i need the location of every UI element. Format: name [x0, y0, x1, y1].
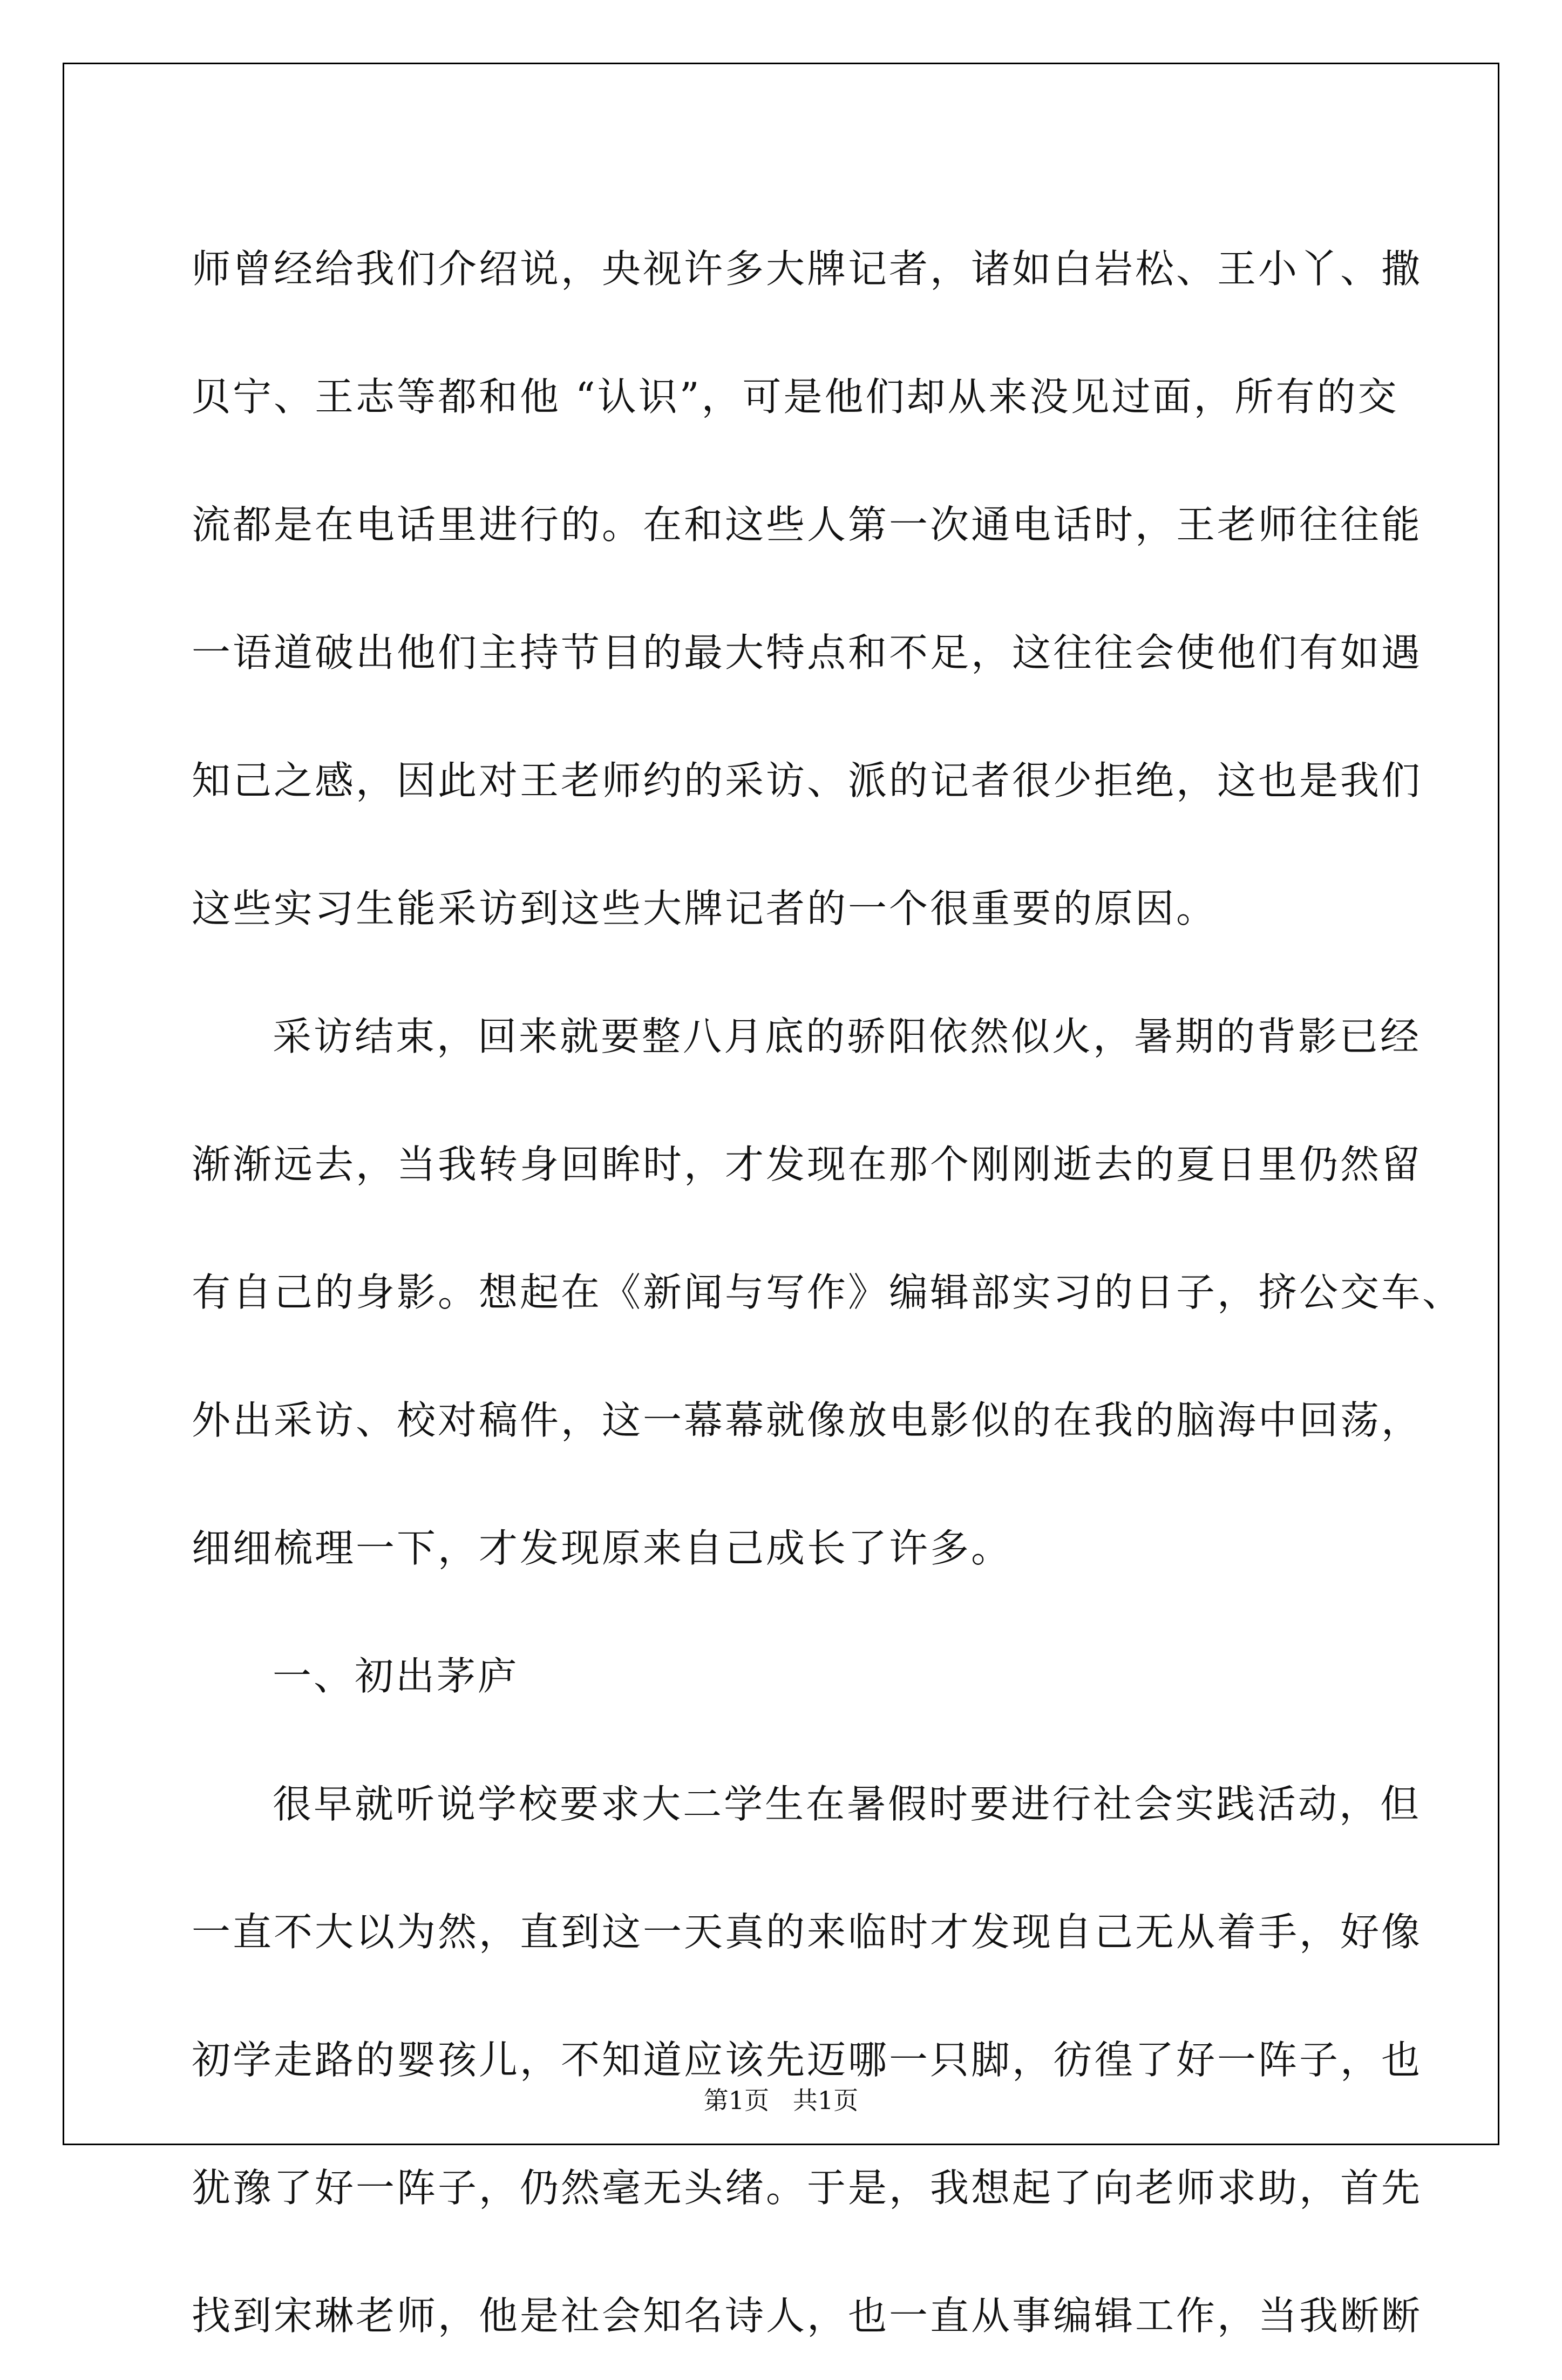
text-line: 初学走路的婴孩儿，不知道应该先迈哪一只脚，彷徨了好一阵子，也 — [192, 2037, 1423, 2083]
text-line: 找到宋琳老师，他是社会知名诗人，也一直从事编辑工作，当我断断 — [192, 2293, 1423, 2338]
text-line: 这些实习生能采访到这些大牌记者的一个很重要的原因。 — [192, 886, 1218, 931]
text-line: 知己之感，因此对王老师约的采访、派的记者很少拒绝，这也是我们 — [192, 758, 1423, 803]
text-line: 流都是在电话里进行的。在和这些人第一次通电话时，王老师往往能 — [192, 502, 1423, 547]
page-footer — [0, 2081, 1562, 2117]
section-heading: 一、初出茅庐 — [273, 1653, 519, 1699]
text-line: 渐渐远去，当我转身回眸时，才发现在那个刚刚逝去的夏日里仍然留 — [192, 1142, 1423, 1187]
paragraph-start-line: 采访结束，回来就要整八月底的骄阳依然似火，暑期的背影已经 — [273, 1014, 1422, 1059]
text-line: 一语道破出他们主持节目的最大特点和不足，这往往会使他们有如遇 — [192, 630, 1423, 675]
page-number: 第1页 共1页 — [703, 2086, 859, 2115]
text-line: 贝宁、王志等都和他 “认识”，可是他们却从来没见过面，所有的交 — [192, 374, 1399, 419]
text-line: 细细梳理一下，才发现原来自己成长了许多。 — [192, 1525, 1013, 1571]
text-line: 犹豫了好一阵子，仍然毫无头绪。于是，我想起了向老师求助，首先 — [192, 2165, 1423, 2211]
text-line: 有自己的身影。想起在《新闻与写作》编辑部实习的日子，挤公交车、 — [192, 1270, 1464, 1315]
text-line: 一直不大以为然，直到这一天真的来临时才发现自己无从着手，好像 — [192, 1909, 1423, 1955]
paragraph-start-line: 很早就听说学校要求大二学生在暑假时要进行社会实践活动，但 — [273, 1781, 1422, 1827]
text-line: 外出采访、校对稿件，这一幕幕就像放电影似的在我的脑海中回荡， — [192, 1398, 1423, 1443]
text-line: 师曾经给我们介绍说，央视许多大牌记者，诸如白岩松、王小丫、撒 — [192, 246, 1423, 291]
